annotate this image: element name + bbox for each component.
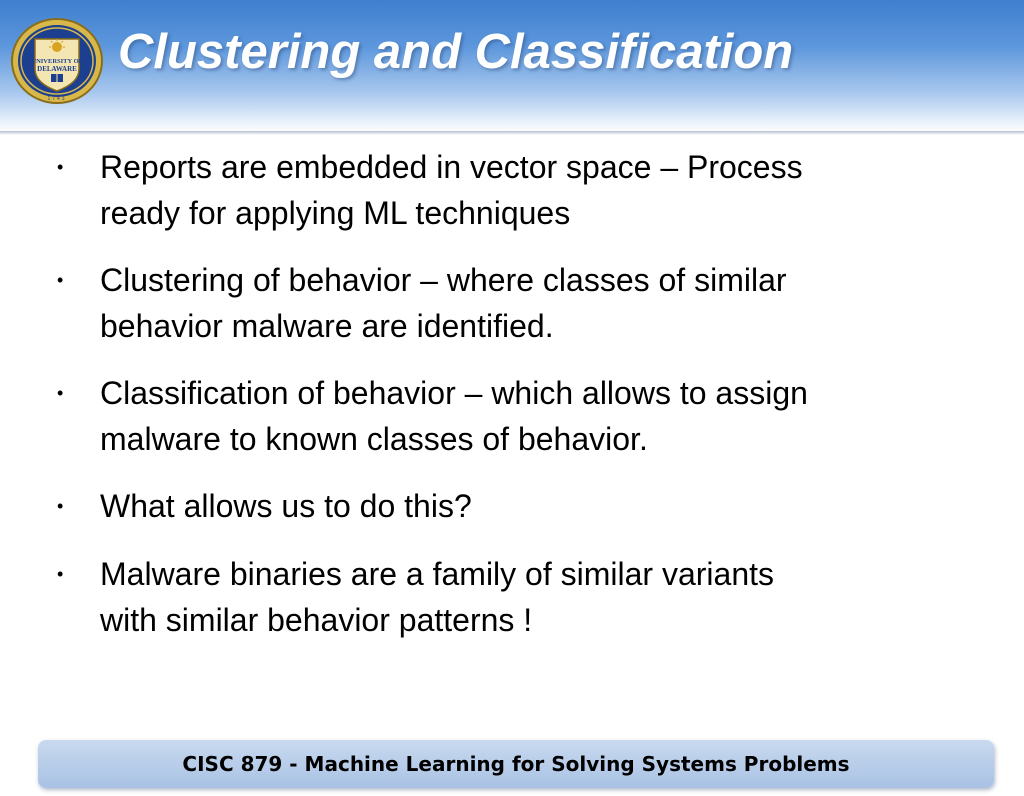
footer-text: CISC 879 - Machine Learning for Solving Systems Problems	[182, 752, 850, 776]
seal-text-line-2: DELAWARE	[37, 65, 77, 73]
bullet-text: Malware binaries are a family of similar variants with similar behavior patterns !	[100, 556, 774, 638]
slide-title: Clustering and Classification	[118, 25, 794, 79]
bullet-dot-icon: •	[57, 270, 64, 290]
bullet-dot-icon: •	[57, 157, 64, 177]
seal-year: 1743	[47, 96, 67, 102]
bullet-text: Reports are embedded in vector space – Process ready for applying ML techniques	[100, 149, 803, 231]
slide-footer	[38, 740, 994, 788]
bullet-dot-icon: •	[57, 496, 64, 516]
bullet-dot-icon: •	[57, 383, 64, 403]
bullet-text: Clustering of behavior – where classes of similar behavior malware are identified.	[100, 262, 787, 344]
bullet-text: What allows us to do this?	[100, 488, 472, 524]
seal-text-line-1: UNIVERSITY OF	[31, 58, 83, 65]
bullet-text: Classification of behavior – which allows to assign malware to known classes of behavior.	[100, 375, 808, 457]
bullet-dot-icon: •	[57, 564, 64, 584]
